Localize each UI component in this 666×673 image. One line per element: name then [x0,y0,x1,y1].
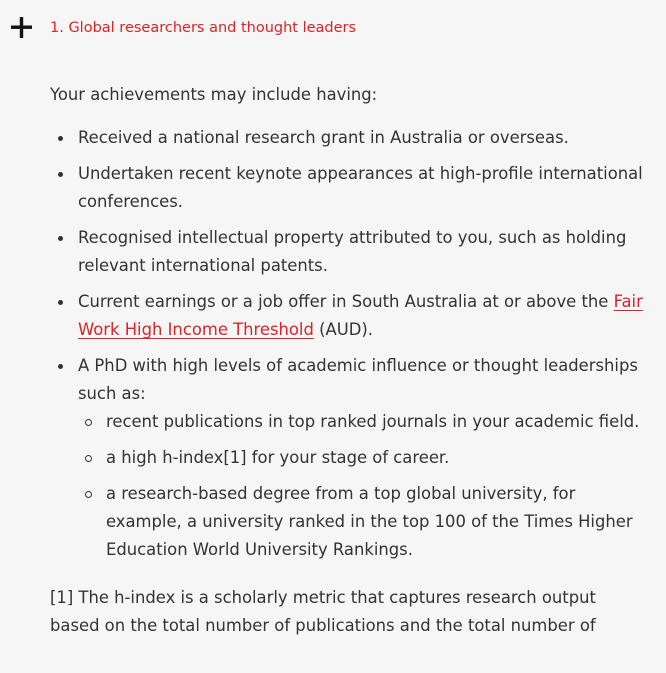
accordion-content [50,81,650,640]
sub-list-item-text: recent publications in top ranked journals in your academic field. [106,412,640,431]
sub-list-item-text: a research-based degree from a top global university, for example, a university ranked in the top 100 of the Times Higher Education World University Rankings. [106,484,633,559]
list-item [50,224,650,280]
sub-list-item [78,444,650,472]
footnote-text: [1] The h-index is a scholarly metric that captures research output based on the total number of publications and the total number of [50,588,596,635]
accordion-title[interactable]: 1. Global researchers and thought leaders [50,20,357,36]
achievements-list [50,124,650,564]
list-item-text: Recognised intellectual property attributed to you, such as holding relevant international patents. [78,228,627,275]
list-item-text: Received a national research grant in Australia or overseas. [78,128,569,147]
list-item-text: Current earnings or a job offer in South Australia at or above the [78,292,614,311]
list-item-text: Undertaken recent keynote appearances at high-profile international conferences. [78,164,643,211]
sub-list-item-text: a high h-index[1] for your stage of career. [106,448,450,467]
sub-list-item [78,480,650,564]
list-item [50,124,650,152]
intro-text: Your achievements may include having: [50,85,378,104]
fair-work-threshold-link[interactable]: Fair Work High Income Threshold [78,292,643,339]
plus-icon[interactable] [11,17,32,38]
list-item [50,160,650,216]
sub-list [78,408,650,564]
sub-list-item [78,408,650,436]
list-item-text: A PhD with high levels of academic influence or thought leaderships such as: [78,356,638,403]
list-item [50,288,650,344]
list-item-text-suffix: (AUD). [313,320,373,339]
list-item [50,352,650,564]
accordion-header[interactable] [0,0,666,56]
